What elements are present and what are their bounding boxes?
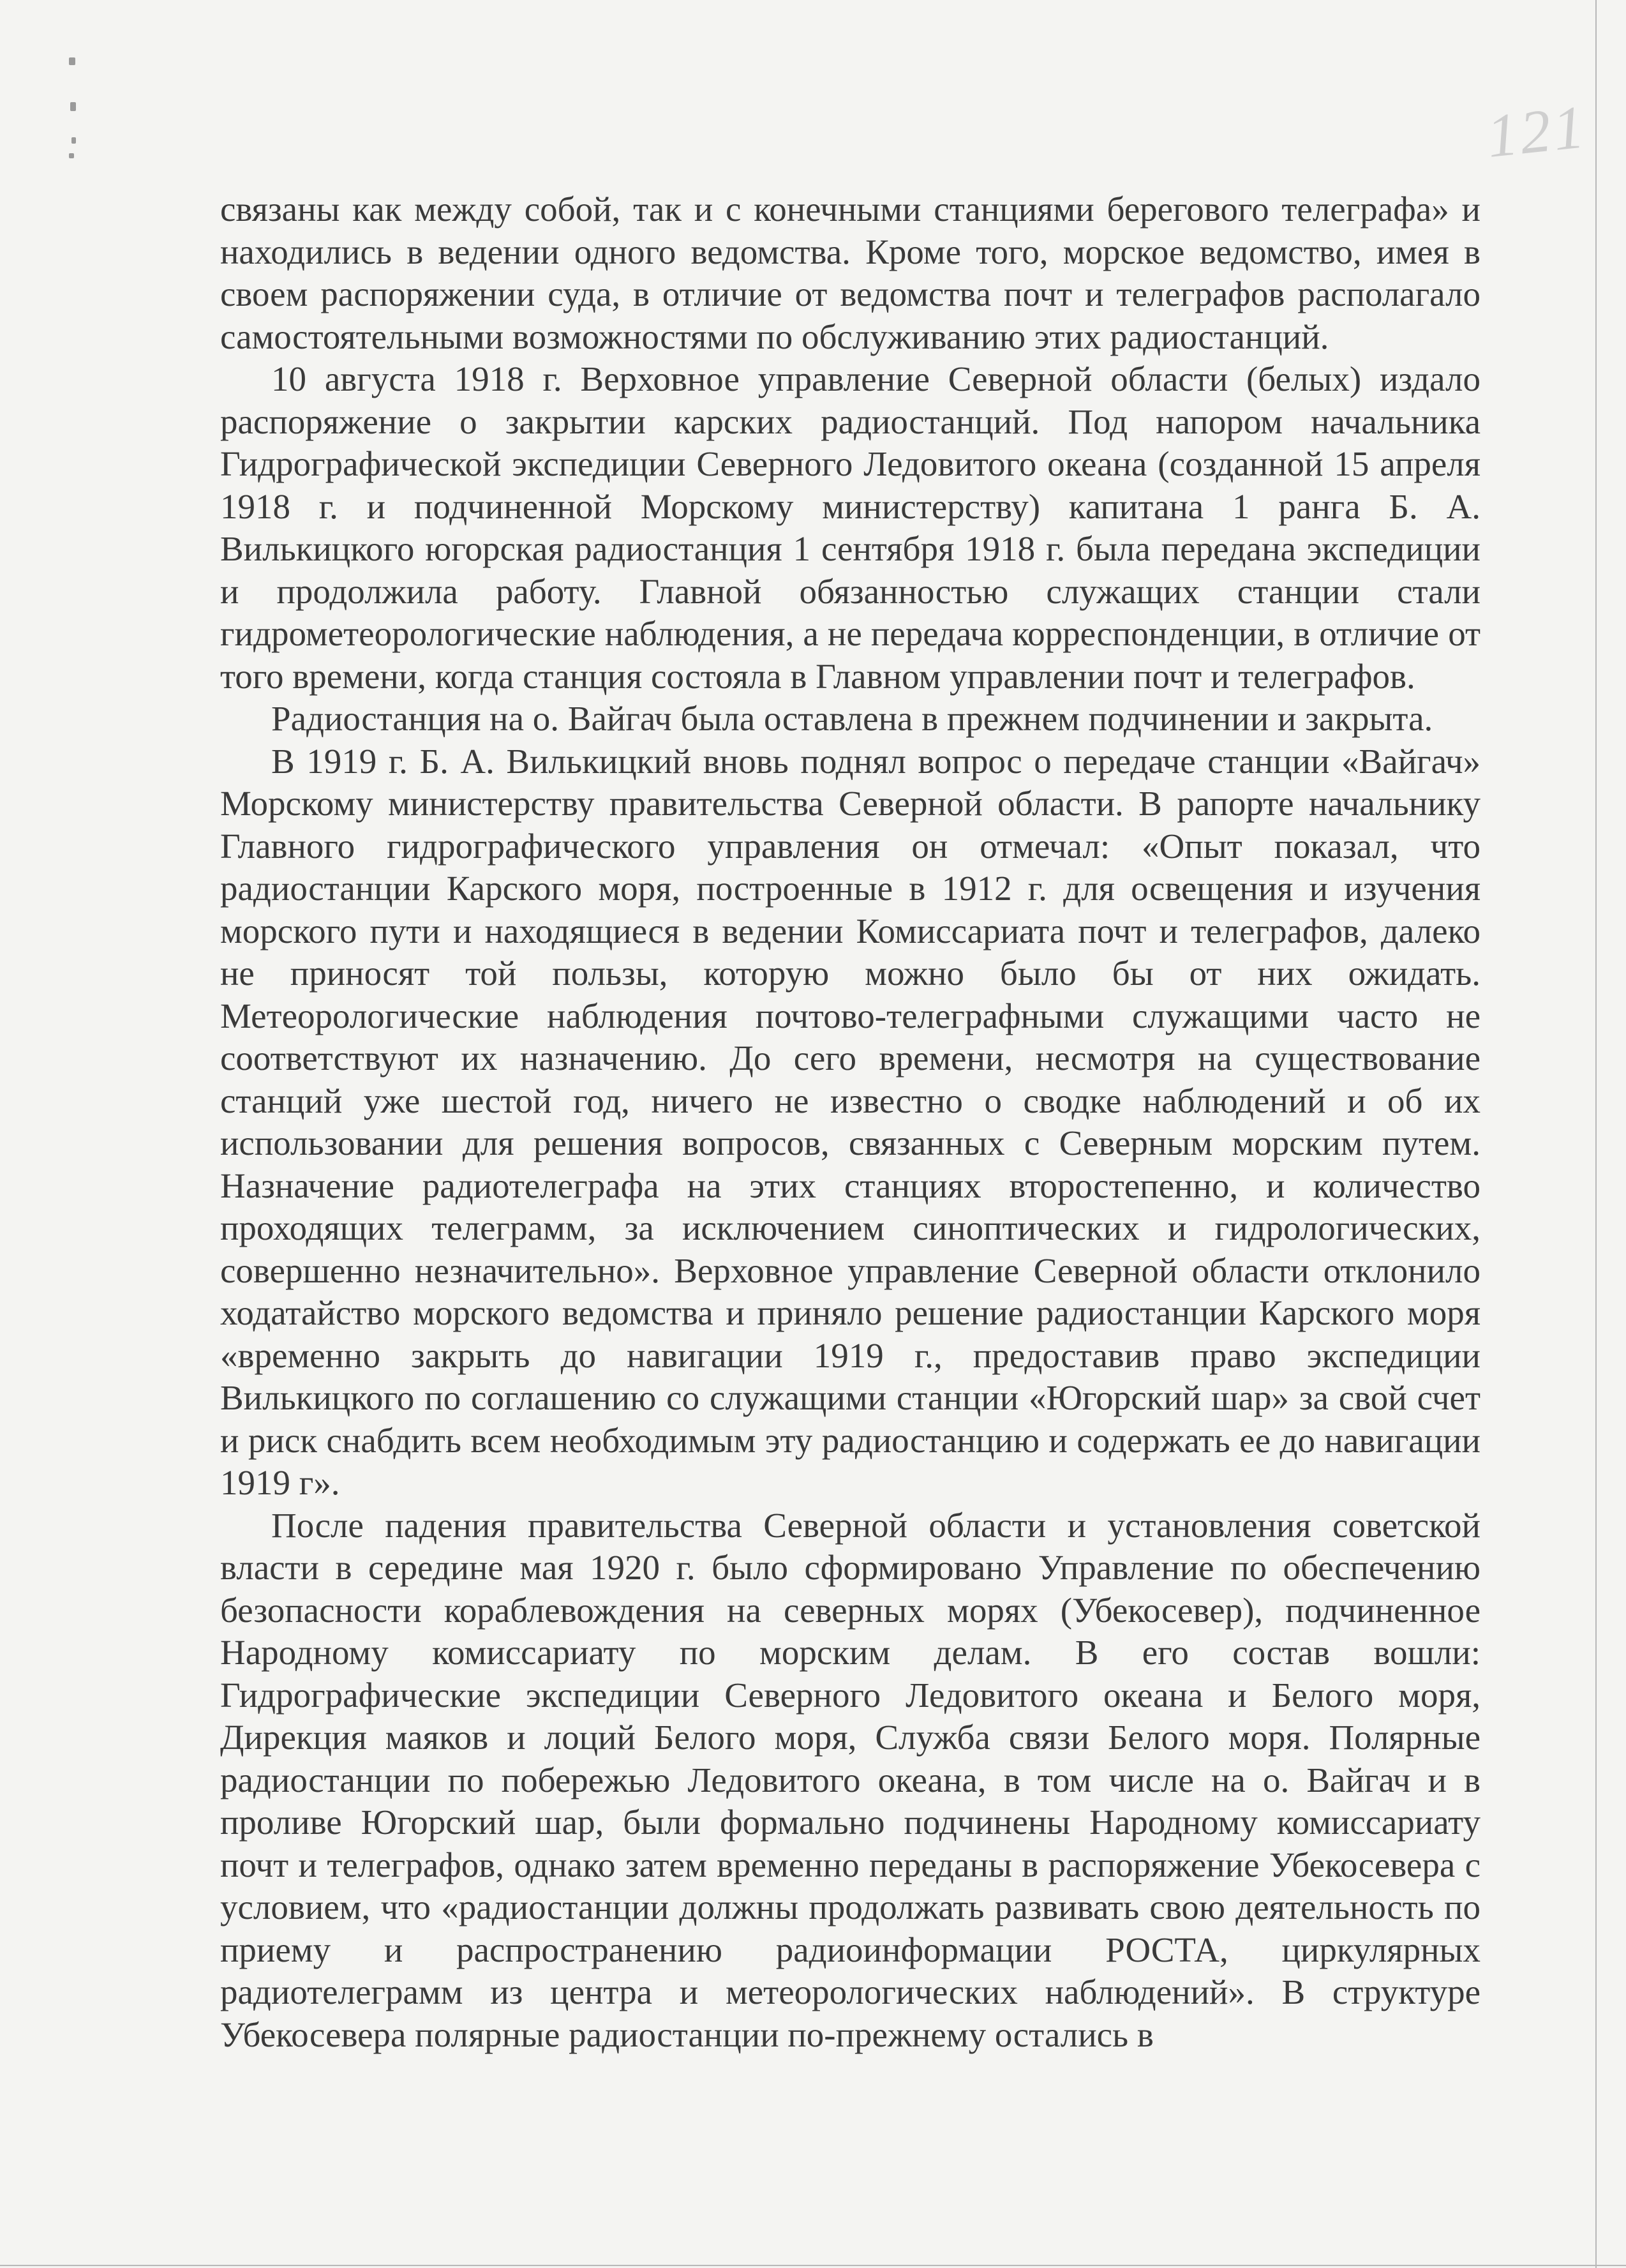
- paragraph: После падения правительства Северной области и установления советской власти в середине мая 1920 г. было сформировано Управление по обеспечению безопасности кораблевождения на северных морях (Убекосевер), подчиненное Народному комиссариату по морским делам. В его состав вошли: Гидрографические экспедиции Северного Ледовитого океана и Белого моря, Дирекция маяков и лоций Белого моря, Служба связи Белого моря. Полярные радиостанции по побережью Ледовитого океана, в том числе на о. Вайгач и в проливе Югорский шар, были формально подчинены Народному комиссариату почт и телеграфов, однако затем временно переданы в распоряжение Убекосевера с условием, что «радиостанции должны продолжать развивать свою деятельность по приему и распространению радиоинформации РОСТА, циркулярных радиотелеграмм из центра и метеорологических наблюдений». В структуре Убекосевера полярные радиостанции по-прежнему остались в: [220, 1505, 1481, 2054]
- scan-mark: [69, 57, 75, 65]
- scan-mark: [70, 102, 76, 111]
- page-number: 121: [1483, 92, 1590, 170]
- page-edge-line: [1595, 0, 1597, 2268]
- page-edge-line: [0, 2265, 1626, 2266]
- paragraph: 10 августа 1918 г. Верховное управление Северной области (белых) издало распоряжение о закрытии карских радиостанций. Под напором начальника Гидрографической экспедиции Северного Ледовитого океана (созданной 15 апреля 1918 г. и подчиненной Морскому министерству) капитана 1 ранга Б. А. Вилькицкого югорская радиостанция 1 сентября 1918 г. была передана экспедиции и продолжила работу. Главной обязанностью служащих станции стали гидрометеорологические наблюдения, а не передача корреспонденции, в отличие от того времени, когда станция состояла в Главном управлении почт и телеграфов.: [220, 359, 1481, 696]
- paragraph: связаны как между собой, так и с конечными станциями берегового телеграфа» и находились в ведении одного ведомства. Кроме того, морское ведомство, имея в своем распоряжении суда, в отличие от ведомства почт и телеграфов располагало самостоятельными возможностями по обслуживанию этих радиостанций.: [220, 190, 1481, 356]
- document-body: [220, 188, 1481, 2056]
- scan-mark: [71, 137, 76, 144]
- paragraph: Радиостанция на о. Вайгач была оставлена в прежнем подчинении и закрыта.: [271, 699, 1433, 738]
- scan-mark: [69, 153, 74, 158]
- paragraph: В 1919 г. Б. А. Вилькицкий вновь поднял вопрос о передаче станции «Вайгач» Морскому министерству правительства Северной области. В рапорте начальнику Главного гидрографического управления он отмечал: «Опыт показал, что радиостанции Карского моря, построенные в 1912 г. для освещения и изучения морского пути и находящиеся в ведении Комиссариата почт и телеграфов, далеко не приносят той пользы, которую можно было бы от них ожидать. Метеорологические наблюдения почтово-телеграфными служащими часто не соответствуют их назначению. До сего времени, несмотря на существование станций уже шестой год, ничего не известно о сводке наблюдений и об их использовании для решения вопросов, связанных с Северным морским путем. Назначение радиотелеграфа на этих станциях второстепенно, и количество проходящих телеграмм, за исключением синоптических и гидрологических, совершенно незначительно». Верховное управление Северной области отклонило ходатайство морского ведомства и приняло решение радиостанции Карского моря «временно закрыть до навигации 1919 г., предоставив право экспедиции Вилькицкого по соглашению со служащими станции «Югорский шар» за свой счет и риск снабдить всем необходимым эту радиостанцию и содержать ее до навигации 1919 г».: [220, 741, 1481, 1502]
